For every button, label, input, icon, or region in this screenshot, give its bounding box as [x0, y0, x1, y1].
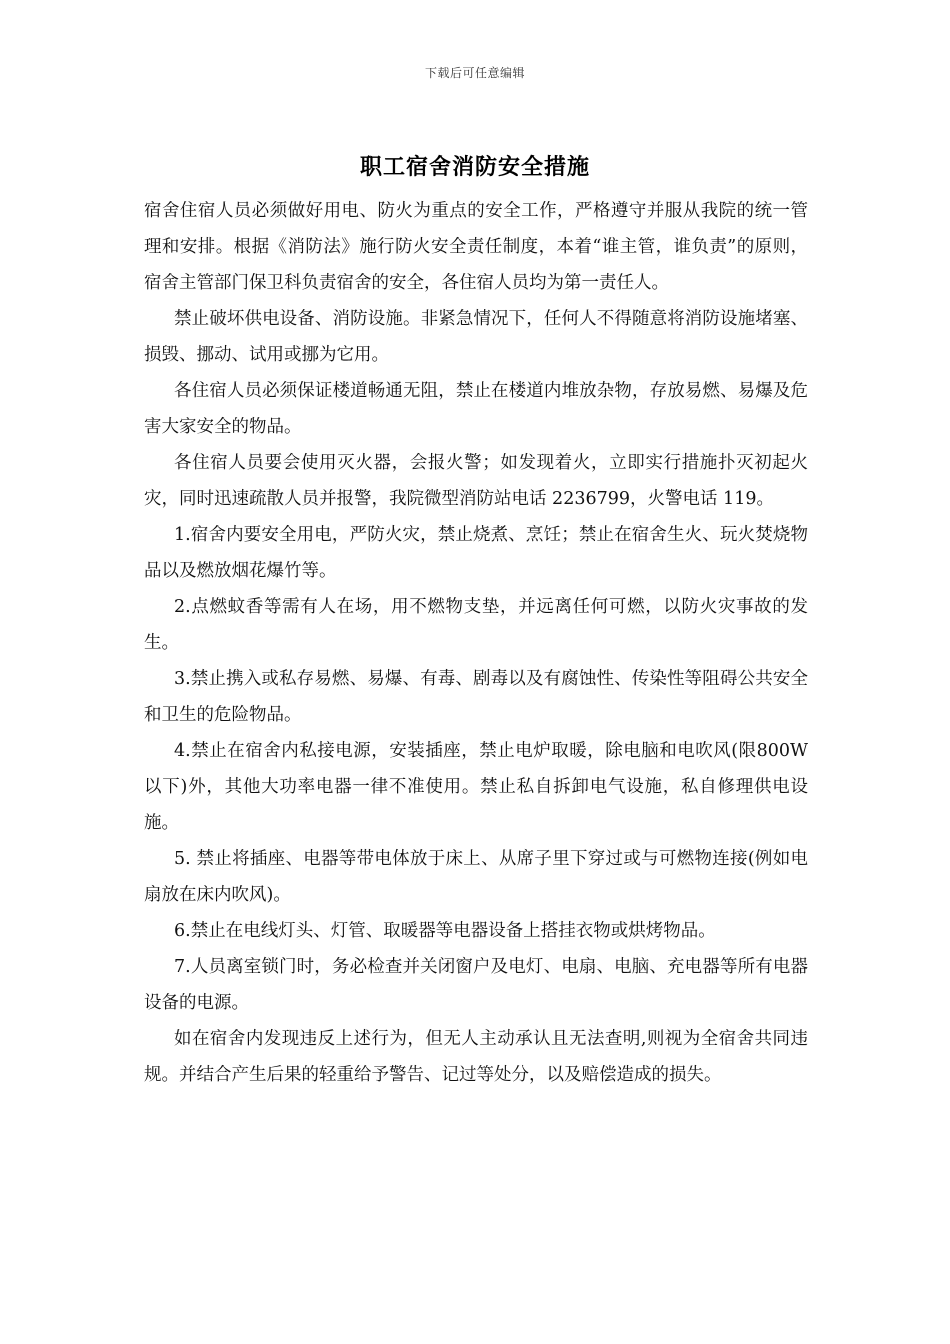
rule-item-4: 4.禁止在宿舍内私接电源，安装插座，禁止电炉取暖，除电脑和电吹风(限800W 以下)外，其他大功率电器一律不准使用。禁止私自拆卸电气设施，私自修理供电设施。: [144, 741, 808, 833]
paragraph-extinguisher: 各住宿人员要会使用灭火器，会报火警；如发现着火，立即实行措施扑灭初起火灾，同时迅速疏散人员并报警，我院微型消防站电话 2236799，火警电话 119。: [144, 453, 808, 509]
rule-item-1: 1.宿舍内要安全用电，严防火灾，禁止烧煮、烹饪；禁止在宿舍生火、玩火焚烧物品以及燃放烟花爆竹等。: [144, 525, 808, 581]
rule-item-7: 7.人员离室锁门时，务必检查并关闭窗户及电灯、电扇、电脑、充电器等所有电器设备的电源。: [144, 957, 808, 1013]
rule-item-5: 5. 禁止将插座、电器等带电体放于床上、从席子里下穿过或与可燃物连接(例如电扇放在床内吹风)。: [144, 849, 808, 905]
paragraph-penalty: 如在宿舍内发现违反上述行为，但无人主动承认且无法查明,则视为全宿舍共同违规。并结合产生后果的轻重给予警告、记过等处分，以及赔偿造成的损失。: [144, 1029, 808, 1085]
header-note: 下载后可任意编辑: [424, 66, 525, 80]
rule-item-3: 3.禁止携入或私存易燃、易爆、有毒、剧毒以及有腐蚀性、传染性等阻碍公共安全和卫生的危险物品。: [144, 669, 808, 725]
page-title: 职工宿舍消防安全措施: [359, 155, 590, 180]
document-body: [144, 193, 808, 1093]
rule-item-2: 2.点燃蚊香等需有人在场，用不燃物支垫，并远离任何可燃，以防火灾事故的发生。: [144, 597, 808, 653]
paragraph-facilities: 禁止破坏供电设备、消防设施。非紧急情况下，任何人不得随意将消防设施堵塞、损毁、挪动、试用或挪为它用。: [144, 309, 808, 365]
paragraph-intro: 宿舍住宿人员必须做好用电、防火为重点的安全工作，严格遵守并服从我院的统一管理和安排。根据《消防法》施行防火安全责任制度，本着“谁主管，谁负责”的原则，宿舍主管部门保卫科负责宿舍的安全，各住宿人员均为第一责任人。: [144, 201, 808, 293]
rule-item-6: 6.禁止在电线灯头、灯管、取暖器等电器设备上搭挂衣物或烘烤物品。: [174, 921, 716, 941]
paragraph-corridors: 各住宿人员必须保证楼道畅通无阻，禁止在楼道内堆放杂物，存放易燃、易爆及危害大家安全的物品。: [144, 381, 808, 437]
